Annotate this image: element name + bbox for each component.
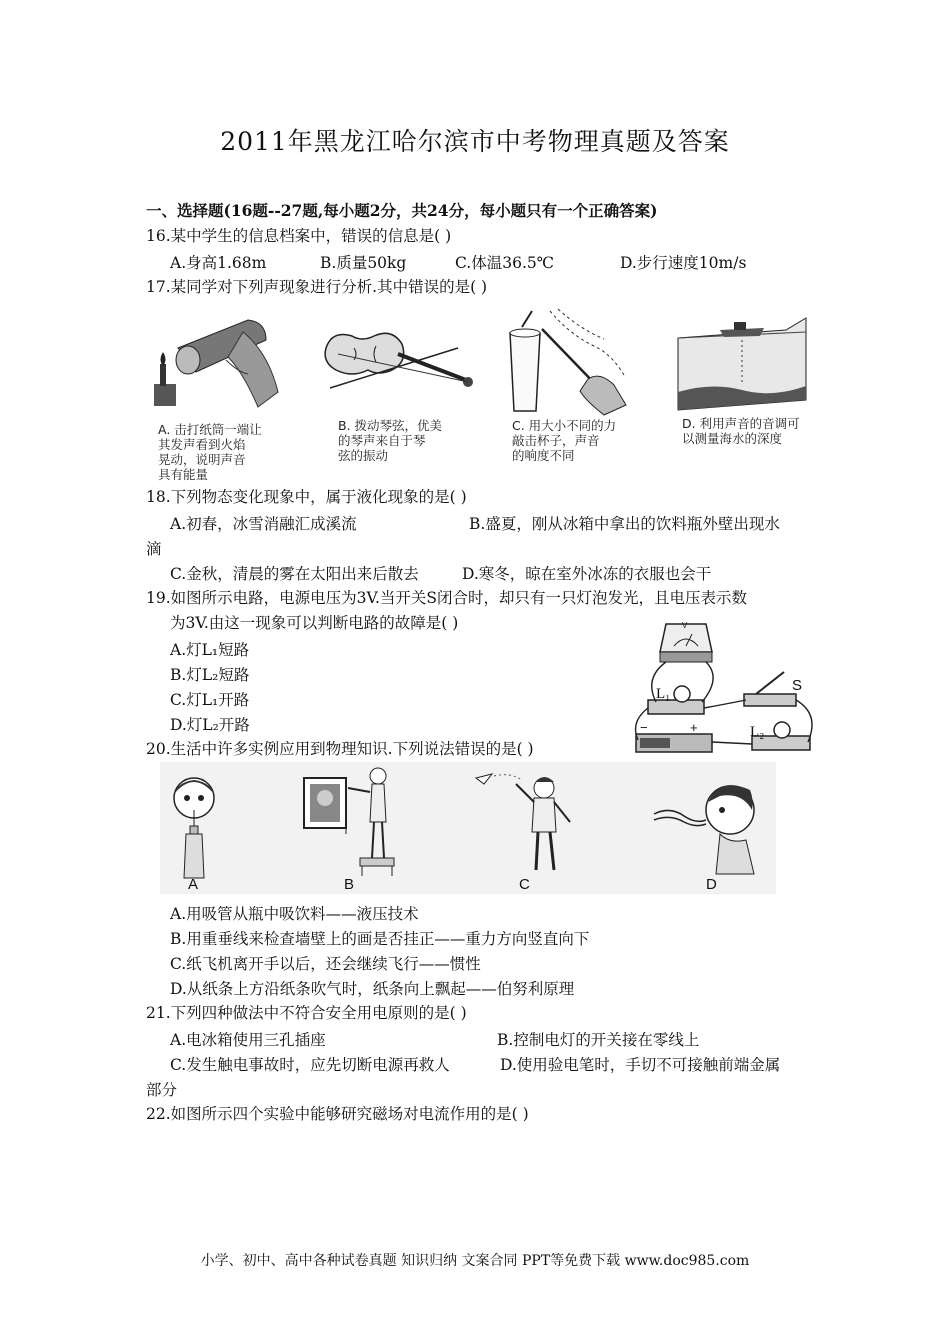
q20-figure-d-blowing-strip: [650, 770, 760, 880]
q19-option-c: C.灯L₁开路: [170, 691, 250, 709]
q16-option-c: C.体温36.5℃: [455, 254, 555, 272]
q16-option-b: B.质量50kg: [320, 254, 407, 272]
q19-stem-line1: 19.如图所示电路，电源电压为3V.当开关S闭合时，却只有一只灯泡发光，且电压表示数: [146, 589, 748, 607]
q20-letter-a: A: [188, 876, 199, 893]
q20-letter-b: B: [344, 876, 355, 893]
q22-stem: 22.如图所示四个实验中能够研究磁场对电流作用的是( ): [146, 1105, 529, 1123]
q17-caption-b: B. 拨动琴弦，优美 的琴声来自于琴 弦的振动: [338, 418, 443, 463]
q20-letter-c: C: [519, 876, 530, 893]
q19-label-s: S: [792, 677, 803, 694]
q16-option-d: D.步行速度10m/s: [620, 254, 747, 272]
q17-figure-a-paper-tube-candle: [148, 312, 288, 417]
q17-caption-a: A. 击打纸筒一端让 其发声看到火焰 晃动，说明声音 具有能量: [158, 422, 262, 482]
q20-letter-d: D: [706, 876, 717, 893]
q18-option-c: C.金秋，清晨的雾在太阳出来后散去: [170, 565, 419, 583]
q21-option-b: B.控制电灯的开关接在零线上: [497, 1031, 700, 1049]
q17-figure-d-ship-sonar: [672, 312, 812, 412]
q20-option-d: D.从纸条上方沿纸条吹气时，纸条向上飘起——伯努利原理: [170, 980, 575, 998]
q18-option-a: A.初春，冰雪消融汇成溪流: [170, 515, 357, 533]
q17-caption-c: C. 用大小不同的力 敲击杯子，声音 的响度不同: [512, 418, 617, 463]
q19-option-a: A.灯L₁短路: [170, 641, 250, 659]
q16-stem: 16.某中学生的信息档案中，错误的信息是( ): [146, 227, 452, 245]
q17-stem: 17.某同学对下列声现象进行分析.其中错误的是( ): [146, 278, 488, 296]
q19-stem-line2: 为3V.由这一现象可以判断电路的故障是( ): [170, 614, 459, 632]
q20-stem: 20.生活中许多实例应用到物理知识.下列说法错误的是( ): [146, 740, 534, 758]
q19-label-l2: L₂: [750, 724, 765, 740]
section-heading: 一、选择题(16题--27题,每小题2分，共24分，每小题只有一个正确答案): [146, 201, 658, 220]
q19-label-minus: −: [640, 720, 648, 735]
q19-label-plus: +: [690, 720, 698, 735]
q20-option-b: B.用重垂线来检查墙壁上的画是否挂正——重力方向竖直向下: [170, 930, 590, 948]
q20-figure-b-plumb-line: [298, 766, 408, 882]
q20-option-a: A.用吸管从瓶中吸饮料——液压技术: [170, 905, 419, 923]
q19-option-d: D.灯L₂开路: [170, 716, 250, 734]
q16-option-a: A.身高1.68m: [170, 254, 267, 272]
q17-figure-c-glass-strike: [500, 305, 640, 420]
q21-option-d-cont: 部分: [146, 1081, 178, 1099]
q18-option-b-cont: 滴: [146, 540, 162, 558]
q19-label-v: V: [682, 621, 688, 630]
q19-circuit-figure: [626, 618, 822, 758]
q21-option-a: A.电冰箱使用三孔插座: [170, 1031, 326, 1049]
q20-figure-c-paper-plane: [470, 766, 580, 882]
q19-label-l1: L₁: [656, 686, 671, 702]
q20-option-c: C.纸飞机离开手以后，还会继续飞行——惯性: [170, 955, 481, 973]
q21-option-c: C.发生触电事故时，应先切断电源再救人: [170, 1056, 450, 1074]
q20-figure-a-straw-drink: [160, 770, 240, 880]
page-title: 2011年黑龙江哈尔滨市中考物理真题及答案: [220, 127, 730, 156]
page-footer: 小学、初中、高中各种试卷真题 知识归纳 文案合同 PPT等免费下载 www.doc985.com: [200, 1253, 750, 1269]
q21-stem: 21.下列四种做法中不符合安全用电原则的是( ): [146, 1004, 467, 1022]
q21-option-d: D.使用验电笔时，手切不可接触前端金属: [500, 1056, 781, 1074]
q18-stem: 18.下列物态变化现象中，属于液化现象的是( ): [146, 488, 467, 506]
q18-option-b: B.盛夏，刚从冰箱中拿出的饮料瓶外壁出现水: [469, 515, 780, 533]
q17-figure-b-violin: [318, 318, 478, 408]
q17-caption-d: D. 利用声音的音调可 以测量海水的深度: [682, 416, 800, 446]
q19-option-b: B.灯L₂短路: [170, 666, 250, 684]
q18-option-d: D.寒冬，晾在室外冰冻的衣服也会干: [462, 565, 712, 583]
